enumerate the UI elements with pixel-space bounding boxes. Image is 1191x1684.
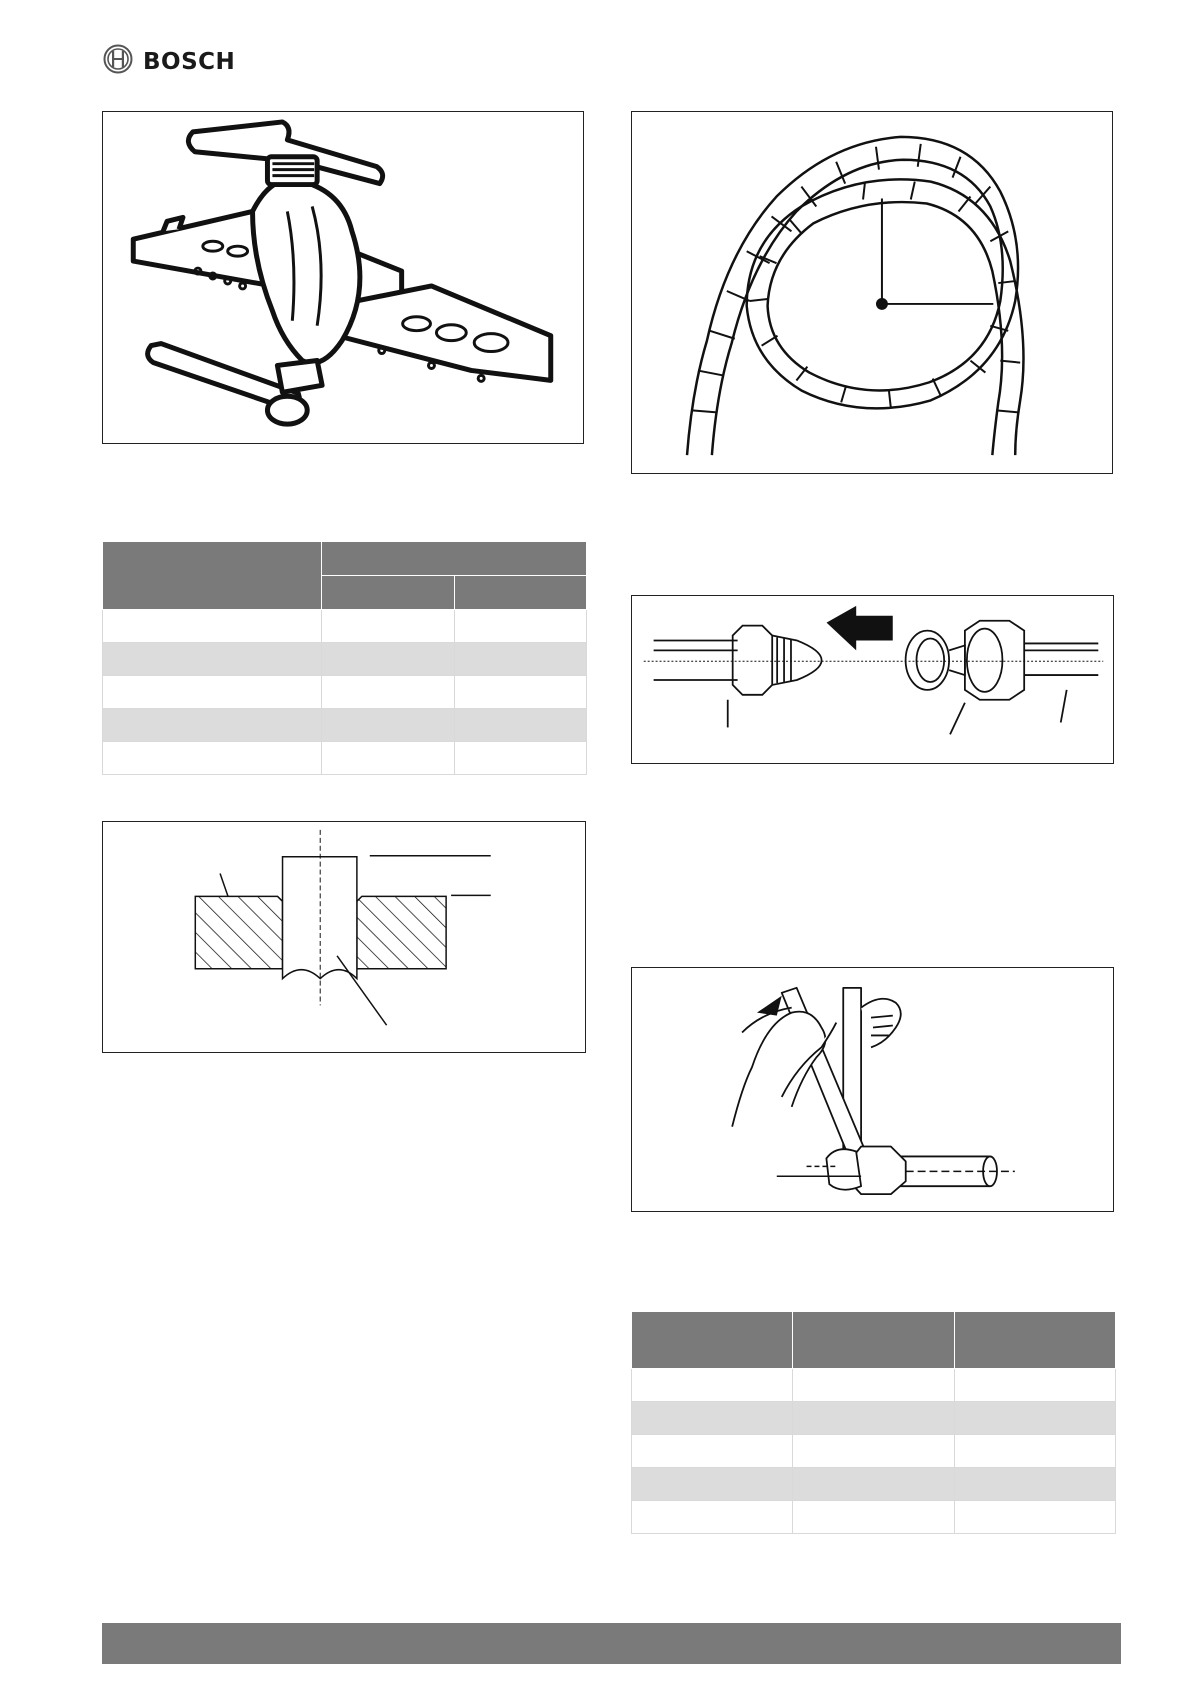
table-row (632, 1501, 1116, 1534)
table-row (632, 1369, 1116, 1402)
table-row (632, 1402, 1116, 1435)
bosch-armature-icon (103, 44, 133, 79)
table-2-header-cell (955, 1312, 1116, 1369)
torque-wrenches-figure (631, 967, 1114, 1212)
two-wrenches-tightening-icon (632, 968, 1113, 1211)
brand-logo (103, 44, 235, 79)
coiled-pipe-figure (631, 111, 1113, 474)
flaring-tool-figure (102, 111, 584, 444)
flaring-tool-icon (103, 112, 583, 443)
coiled-insulated-pipe-icon (632, 112, 1112, 473)
table-row (103, 610, 587, 643)
flare-cross-section-icon (103, 822, 585, 1052)
table-1 (102, 541, 587, 775)
table-row (103, 676, 587, 709)
table-row (632, 1435, 1116, 1468)
table-row (103, 643, 587, 676)
table-row (103, 709, 587, 742)
table-row (103, 742, 587, 775)
footer-bar (102, 1623, 1121, 1664)
flare-connection-figure (631, 595, 1114, 764)
table-1-header-cell (103, 542, 322, 610)
flare-cross-section-figure (102, 821, 586, 1053)
table-1-header-cell (455, 576, 587, 610)
table-row (632, 1468, 1116, 1501)
table-2-header-cell (793, 1312, 955, 1369)
table-1-header-cell (322, 576, 455, 610)
table-2 (631, 1311, 1116, 1534)
table-2-header-cell (632, 1312, 793, 1369)
arrow-left-icon (827, 606, 893, 650)
flare-nut-connection-icon (632, 596, 1113, 763)
brand-name: BOSCH (143, 48, 236, 75)
table-1-header-cell (322, 542, 587, 576)
